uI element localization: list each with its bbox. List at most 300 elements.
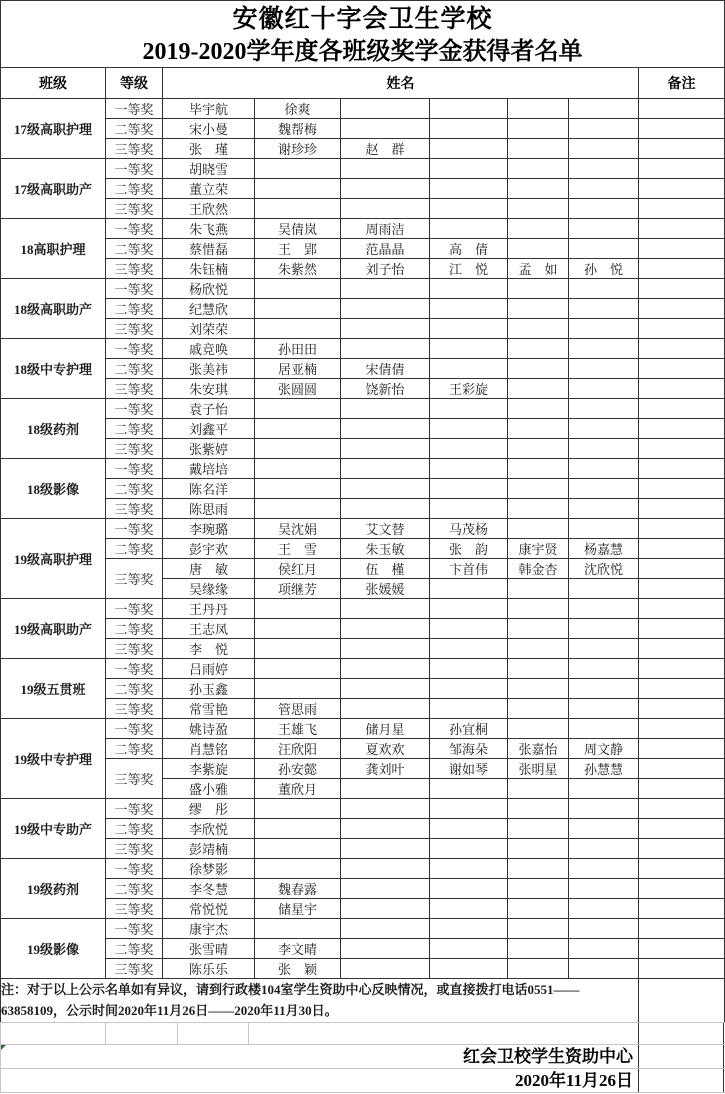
- empty-name-cell: [341, 679, 430, 699]
- name-cell: 谢如琴: [430, 759, 508, 779]
- grade-cell: 一等奖: [106, 659, 163, 679]
- name-cell: 彭靖楠: [163, 839, 255, 859]
- name-cell: 江 悦: [430, 259, 508, 279]
- empty-name-cell: [430, 779, 508, 799]
- empty-name-cell: [430, 419, 508, 439]
- grade-cell: 一等奖: [106, 159, 163, 179]
- empty-name-cell: [341, 459, 430, 479]
- empty-name-cell: [569, 799, 639, 819]
- empty-name-cell: [341, 419, 430, 439]
- remark-cell: [639, 499, 725, 519]
- empty-name-cell: [508, 939, 569, 959]
- name-cell: 刘子怡: [341, 259, 430, 279]
- name-cell: 李 悦: [163, 639, 255, 659]
- empty-name-cell: [569, 699, 639, 719]
- table-row: [1, 959, 725, 979]
- remark-cell: [639, 579, 725, 599]
- name-cell: 吴缘缘: [163, 579, 255, 599]
- empty-name-cell: [508, 919, 569, 939]
- table-row: [1, 319, 725, 339]
- remark-cell: [639, 699, 725, 719]
- remark-cell: [639, 459, 725, 479]
- grade-cell: 二等奖: [106, 879, 163, 899]
- empty-name-cell: [341, 499, 430, 519]
- col-header-grade: 等级: [106, 68, 163, 99]
- empty-name-cell: [569, 959, 639, 979]
- class-cell: 19级中专助产: [1, 799, 106, 859]
- table-row: [1, 819, 725, 839]
- empty-name-cell: [430, 699, 508, 719]
- name-cell: 徐梦影: [163, 859, 255, 879]
- table-row: [1, 139, 725, 159]
- grade-cell: 二等奖: [106, 539, 163, 559]
- name-cell: 沈欣悦: [569, 559, 639, 579]
- note-text: 注：对于以上公示名单如有异议，请到行政楼104室学生资助中心反映情况，或直接拨打电话0551——63858109，公示时间2020年11月26日——2020年11月30日。: [1, 979, 639, 1023]
- remark-cell: [639, 319, 725, 339]
- remark-cell: [639, 259, 725, 279]
- empty-name-cell: [255, 659, 341, 679]
- empty-name-cell: [341, 619, 430, 639]
- empty-name-cell: [430, 279, 508, 299]
- name-cell: 魏帮梅: [255, 119, 341, 139]
- empty-name-cell: [569, 339, 639, 359]
- empty-name-cell: [255, 319, 341, 339]
- grade-cell: 三等奖: [106, 439, 163, 459]
- name-cell: 刘鑫平: [163, 419, 255, 439]
- name-cell: 王 郢: [255, 239, 341, 259]
- name-cell: 袁子怡: [163, 399, 255, 419]
- issue-date: 2020年11月26日: [514, 1071, 633, 1090]
- grade-cell: 三等奖: [106, 899, 163, 919]
- grade-cell: 三等奖: [106, 559, 163, 599]
- empty-name-cell: [255, 499, 341, 519]
- remark-cell: [639, 439, 725, 459]
- remark-cell: [639, 179, 725, 199]
- empty-name-cell: [341, 99, 430, 119]
- remark-cell: [639, 159, 725, 179]
- name-cell: 戴培培: [163, 459, 255, 479]
- grade-cell: 一等奖: [106, 519, 163, 539]
- grade-cell: 三等奖: [106, 959, 163, 979]
- name-cell: 李欣悦: [163, 819, 255, 839]
- empty-name-cell: [430, 619, 508, 639]
- name-cell: 吕雨婷: [163, 659, 255, 679]
- name-cell: 李紫旋: [163, 759, 255, 779]
- empty-name-cell: [569, 239, 639, 259]
- empty-name-cell: [508, 799, 569, 819]
- empty-name-cell: [341, 639, 430, 659]
- empty-name-cell: [255, 679, 341, 699]
- remark-cell: [639, 519, 725, 539]
- empty-name-cell: [341, 599, 430, 619]
- name-cell: 卞首伟: [430, 559, 508, 579]
- grade-cell: 三等奖: [106, 839, 163, 859]
- class-cell: 18级高职助产: [1, 279, 106, 339]
- grade-cell: 三等奖: [106, 199, 163, 219]
- remark-cell: [639, 219, 725, 239]
- grade-cell: 二等奖: [106, 739, 163, 759]
- grade-cell: 二等奖: [106, 819, 163, 839]
- empty-name-cell: [430, 819, 508, 839]
- empty-name-cell: [569, 659, 639, 679]
- empty-name-cell: [508, 779, 569, 799]
- empty-name-cell: [569, 319, 639, 339]
- empty-name-cell: [341, 859, 430, 879]
- name-cell: 周雨洁: [341, 219, 430, 239]
- empty-name-cell: [508, 859, 569, 879]
- empty-name-cell: [430, 939, 508, 959]
- grade-cell: 三等奖: [106, 259, 163, 279]
- name-cell: 王彩旋: [430, 379, 508, 399]
- name-cell: 李琬璐: [163, 519, 255, 539]
- remark-cell: [639, 339, 725, 359]
- class-cell: 19级药剂: [1, 859, 106, 919]
- name-cell: 韩金杏: [508, 559, 569, 579]
- empty-name-cell: [508, 479, 569, 499]
- empty-name-cell: [430, 919, 508, 939]
- empty-name-cell: [430, 319, 508, 339]
- empty-name-cell: [569, 879, 639, 899]
- class-cell: 18级药剂: [1, 399, 106, 459]
- empty-name-cell: [569, 839, 639, 859]
- empty-name-cell: [508, 199, 569, 219]
- remark-cell: [639, 759, 725, 779]
- class-cell: 19级高职助产: [1, 599, 106, 659]
- grade-cell: 一等奖: [106, 799, 163, 819]
- empty-name-cell: [508, 319, 569, 339]
- empty-name-cell: [255, 859, 341, 879]
- remark-cell: [639, 299, 725, 319]
- remark-cell: [639, 239, 725, 259]
- footer-area: [0, 1023, 725, 1094]
- empty-name-cell: [341, 839, 430, 859]
- empty-name-cell: [569, 359, 639, 379]
- note-remark-cell: [639, 979, 725, 1023]
- school-name: 安徽红十字会卫生学校: [232, 6, 493, 33]
- name-cell: 王欣然: [163, 199, 255, 219]
- grade-cell: 一等奖: [106, 399, 163, 419]
- remark-cell: [639, 739, 725, 759]
- empty-name-cell: [255, 619, 341, 639]
- remark-cell: [639, 379, 725, 399]
- empty-name-cell: [508, 239, 569, 259]
- empty-name-cell: [341, 919, 430, 939]
- empty-name-cell: [255, 599, 341, 619]
- empty-name-cell: [430, 479, 508, 499]
- grade-cell: 三等奖: [106, 699, 163, 719]
- empty-name-cell: [430, 199, 508, 219]
- name-cell: 张媛媛: [341, 579, 430, 599]
- empty-name-cell: [341, 179, 430, 199]
- empty-name-cell: [569, 299, 639, 319]
- name-cell: 朱钰楠: [163, 259, 255, 279]
- empty-name-cell: [569, 499, 639, 519]
- col-header-names: 姓名: [163, 68, 639, 99]
- empty-name-cell: [508, 279, 569, 299]
- gridline-vertical: [105, 1023, 106, 1044]
- grade-cell: 二等奖: [106, 359, 163, 379]
- table-row: [1, 299, 725, 319]
- name-cell: 纪慧欣: [163, 299, 255, 319]
- title-cell: [1, 1, 725, 68]
- gridline-horizontal: [0, 1092, 725, 1093]
- name-cell: 蔡惜磊: [163, 239, 255, 259]
- table-row: [1, 679, 725, 699]
- name-cell: 董立荣: [163, 179, 255, 199]
- table-row: [1, 199, 725, 219]
- grade-cell: 二等奖: [106, 679, 163, 699]
- empty-name-cell: [341, 339, 430, 359]
- issuing-org: 红会卫校学生资助中心: [463, 1047, 633, 1066]
- empty-name-cell: [430, 459, 508, 479]
- empty-name-cell: [341, 399, 430, 419]
- name-cell: 朱紫然: [255, 259, 341, 279]
- empty-name-cell: [508, 499, 569, 519]
- empty-name-cell: [341, 959, 430, 979]
- remark-cell: [639, 559, 725, 579]
- empty-name-cell: [430, 799, 508, 819]
- name-cell: 邹海朵: [430, 739, 508, 759]
- remark-cell: [639, 639, 725, 659]
- empty-name-cell: [569, 819, 639, 839]
- table-row: [1, 639, 725, 659]
- name-cell: 朱安琪: [163, 379, 255, 399]
- empty-name-cell: [508, 839, 569, 859]
- remark-cell: [639, 719, 725, 739]
- remark-cell: [639, 119, 725, 139]
- remark-cell: [639, 539, 725, 559]
- grade-cell: 三等奖: [106, 639, 163, 659]
- empty-name-cell: [508, 159, 569, 179]
- name-cell: 康宇杰: [163, 919, 255, 939]
- table-row: [1, 799, 725, 819]
- empty-name-cell: [430, 579, 508, 599]
- empty-name-cell: [255, 279, 341, 299]
- grade-cell: 二等奖: [106, 419, 163, 439]
- table-row: [1, 739, 725, 759]
- empty-name-cell: [508, 99, 569, 119]
- name-cell: 张雪晴: [163, 939, 255, 959]
- name-cell: 王志凤: [163, 619, 255, 639]
- table-row: [1, 399, 725, 419]
- empty-name-cell: [430, 659, 508, 679]
- empty-name-cell: [508, 579, 569, 599]
- name-cell: 朱玉敏: [341, 539, 430, 559]
- empty-name-cell: [255, 639, 341, 659]
- empty-name-cell: [430, 339, 508, 359]
- empty-name-cell: [508, 519, 569, 539]
- grade-cell: 三等奖: [106, 499, 163, 519]
- table-row: [1, 939, 725, 959]
- empty-name-cell: [255, 199, 341, 219]
- table-row: [1, 179, 725, 199]
- name-cell: 陈名洋: [163, 479, 255, 499]
- empty-name-cell: [341, 799, 430, 819]
- name-cell: 孙慧慧: [569, 759, 639, 779]
- table-row: [1, 499, 725, 519]
- empty-name-cell: [255, 459, 341, 479]
- grade-cell: 二等奖: [106, 179, 163, 199]
- empty-name-cell: [508, 959, 569, 979]
- name-cell: 孙宜桐: [430, 719, 508, 739]
- class-cell: 19级高职护理: [1, 519, 106, 599]
- col-header-class: 班级: [1, 68, 106, 99]
- remark-cell: [639, 899, 725, 919]
- empty-name-cell: [255, 799, 341, 819]
- empty-name-cell: [569, 379, 639, 399]
- grade-cell: 二等奖: [106, 119, 163, 139]
- name-cell: 常雪艳: [163, 699, 255, 719]
- name-cell: 谢珍珍: [255, 139, 341, 159]
- remark-cell: [639, 879, 725, 899]
- grade-cell: 三等奖: [106, 759, 163, 799]
- class-cell: 19级五贯班: [1, 659, 106, 719]
- remark-cell: [639, 779, 725, 799]
- empty-name-cell: [430, 839, 508, 859]
- empty-name-cell: [508, 679, 569, 699]
- title-row: [1, 1, 725, 68]
- name-cell: 戚竞唤: [163, 339, 255, 359]
- name-cell: 夏欢欢: [341, 739, 430, 759]
- table-row: [1, 699, 725, 719]
- name-cell: 储月星: [341, 719, 430, 739]
- list-title: 2019-2020学年度各班级奖学金获得者名单: [142, 39, 583, 65]
- name-cell: 吴沈娟: [255, 519, 341, 539]
- remark-cell: [639, 359, 725, 379]
- table-row: [1, 459, 725, 479]
- name-cell: 艾文替: [341, 519, 430, 539]
- name-cell: 赵 群: [341, 139, 430, 159]
- empty-name-cell: [569, 779, 639, 799]
- table-row: [1, 619, 725, 639]
- empty-name-cell: [569, 119, 639, 139]
- remark-cell: [639, 939, 725, 959]
- empty-name-cell: [508, 719, 569, 739]
- name-cell: 马茂杨: [430, 519, 508, 539]
- name-cell: 杨嘉慧: [569, 539, 639, 559]
- name-cell: 张紫婷: [163, 439, 255, 459]
- grade-cell: 二等奖: [106, 939, 163, 959]
- name-cell: 龚刘叶: [341, 759, 430, 779]
- class-cell: 19级影像: [1, 919, 106, 979]
- name-cell: 盛小雅: [163, 779, 255, 799]
- name-cell: 孙安懿: [255, 759, 341, 779]
- remark-cell: [639, 839, 725, 859]
- grade-cell: 三等奖: [106, 379, 163, 399]
- name-cell: 孙玉鑫: [163, 679, 255, 699]
- name-cell: 毕宇航: [163, 99, 255, 119]
- name-cell: 张 韵: [430, 539, 508, 559]
- remark-cell: [639, 819, 725, 839]
- name-cell: 常悦悦: [163, 899, 255, 919]
- empty-name-cell: [569, 599, 639, 619]
- empty-name-cell: [569, 459, 639, 479]
- empty-name-cell: [569, 939, 639, 959]
- name-cell: 李文晴: [255, 939, 341, 959]
- name-cell: 李冬慧: [163, 879, 255, 899]
- remark-cell: [639, 959, 725, 979]
- name-cell: 刘荣荣: [163, 319, 255, 339]
- empty-name-cell: [341, 159, 430, 179]
- empty-name-cell: [569, 859, 639, 879]
- table-row: [1, 419, 725, 439]
- table-row: [1, 119, 725, 139]
- name-cell: 董欣月: [255, 779, 341, 799]
- class-cell: 18级影像: [1, 459, 106, 519]
- remark-cell: [639, 599, 725, 619]
- grade-cell: 二等奖: [106, 239, 163, 259]
- empty-name-cell: [569, 439, 639, 459]
- remark-cell: [639, 859, 725, 879]
- grade-cell: 一等奖: [106, 279, 163, 299]
- grade-cell: 一等奖: [106, 339, 163, 359]
- empty-name-cell: [430, 959, 508, 979]
- empty-name-cell: [430, 679, 508, 699]
- empty-name-cell: [508, 599, 569, 619]
- empty-name-cell: [255, 479, 341, 499]
- empty-name-cell: [508, 659, 569, 679]
- empty-name-cell: [508, 639, 569, 659]
- remark-cell: [639, 919, 725, 939]
- empty-name-cell: [430, 399, 508, 419]
- gridline-vertical: [177, 1023, 178, 1044]
- name-cell: 张嘉怡: [508, 739, 569, 759]
- empty-name-cell: [255, 299, 341, 319]
- class-cell: 18级中专护理: [1, 339, 106, 399]
- empty-name-cell: [341, 659, 430, 679]
- grade-cell: 二等奖: [106, 299, 163, 319]
- name-cell: 高 倩: [430, 239, 508, 259]
- col-header-remark: 备注: [639, 68, 725, 99]
- empty-name-cell: [430, 859, 508, 879]
- empty-name-cell: [430, 139, 508, 159]
- empty-name-cell: [508, 119, 569, 139]
- remark-cell: [639, 679, 725, 699]
- empty-name-cell: [341, 479, 430, 499]
- name-cell: 张美祎: [163, 359, 255, 379]
- table-row: [1, 879, 725, 899]
- empty-name-cell: [508, 399, 569, 419]
- table-row: [1, 239, 725, 259]
- class-cell: 17级高职护理: [1, 99, 106, 159]
- empty-name-cell: [341, 939, 430, 959]
- empty-name-cell: [341, 199, 430, 219]
- table-row: [1, 899, 725, 919]
- name-cell: 周文静: [569, 739, 639, 759]
- name-cell: 侯红月: [255, 559, 341, 579]
- empty-name-cell: [341, 439, 430, 459]
- empty-name-cell: [255, 419, 341, 439]
- empty-name-cell: [569, 719, 639, 739]
- table-row: [1, 759, 725, 779]
- empty-name-cell: [508, 899, 569, 919]
- empty-name-cell: [569, 219, 639, 239]
- empty-name-cell: [430, 159, 508, 179]
- table-row: [1, 839, 725, 859]
- name-cell: 王丹丹: [163, 599, 255, 619]
- empty-name-cell: [508, 339, 569, 359]
- name-cell: 宋小曼: [163, 119, 255, 139]
- empty-name-cell: [255, 919, 341, 939]
- empty-name-cell: [255, 159, 341, 179]
- grade-cell: 一等奖: [106, 919, 163, 939]
- empty-name-cell: [430, 639, 508, 659]
- table-row: [1, 219, 725, 239]
- grade-cell: 一等奖: [106, 219, 163, 239]
- empty-name-cell: [341, 279, 430, 299]
- grade-cell: 一等奖: [106, 719, 163, 739]
- empty-name-cell: [430, 299, 508, 319]
